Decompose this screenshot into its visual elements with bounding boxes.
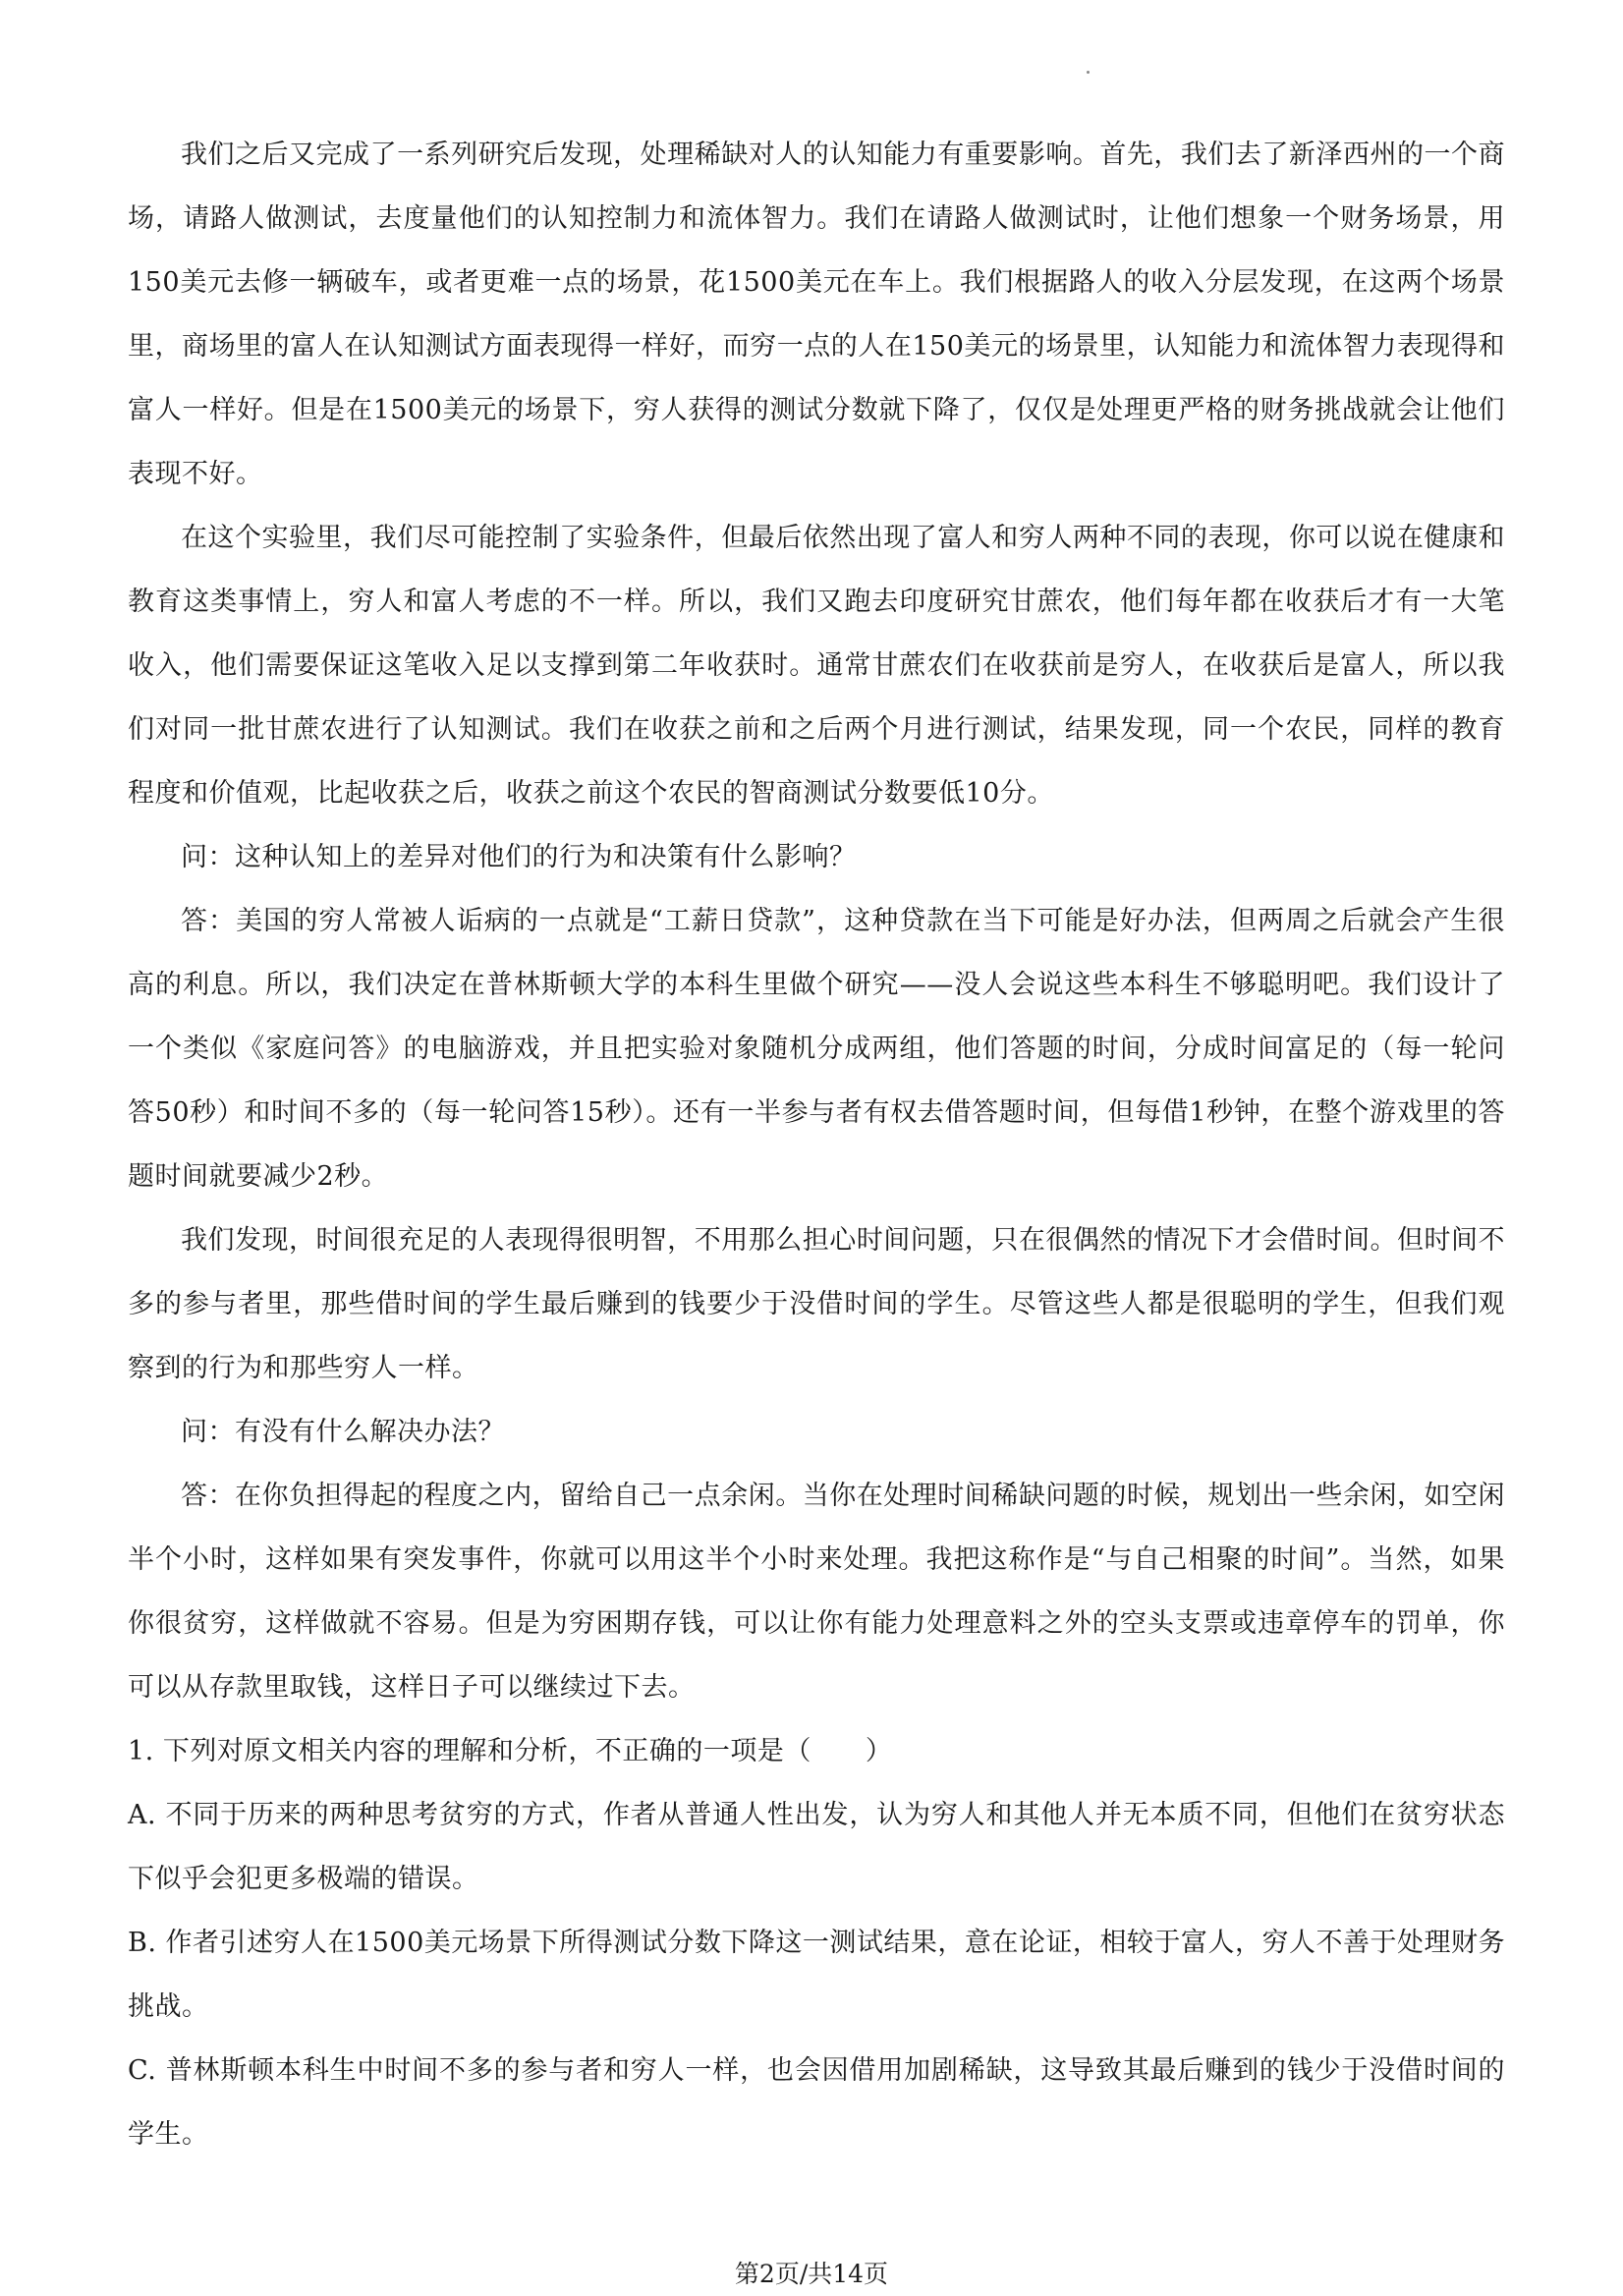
page-number: 第2页/共14页 [734, 2260, 889, 2288]
paragraph-2: 在这个实验里，我们尽可能控制了实验条件，但最后依然出现了富人和穷人两种不同的表现，你可以说在健康和教育这类事情上，穷人和富人考虑的不一样。所以，我们又跑去印度研究甘蔗农，他们每年都在收获后才有一大笔收入，他们需要保证这笔收入足以支撑到第二年收获时。通常甘蔗农们在收获前是穷人，在收获后是富人，所以我们对同一批甘蔗农进行了认知测试。我们在收获之前和之后两个月进行测试，结果发现，同一个农民，同样的教育程度和价值观，比起收获之后，收获之前这个农民的智商测试分数要低10分。 [128, 523, 1505, 809]
paragraph-1: 我们之后又完成了一系列研究后发现，处理稀缺对人的认知能力有重要影响。首先，我们去了新泽西州的一个商场，请路人做测试，去度量他们的认知控制力和流体智力。我们在请路人做测试时，让他们想象一个财务场景，用150美元去修一辆破车，或者更难一点的场景，花1500美元在车上。我们根据路人的收入分层发现，在这两个场景里，商场里的富人在认知测试方面表现得一样好，而穷一点的人在150美元的场景里，认知能力和流体智力表现得和富人一样好。但是在1500美元的场景下，穷人获得的测试分数就下降了，仅仅是处理更严格的财务挑战就会让他们表现不好。 [128, 140, 1505, 489]
answer-2: 答：在你负担得起的程度之内，留给自己一点余闲。当你在处理时间稀缺问题的时候，规划出一些余闲，如空闲半个小时，这样如果有突发事件，你就可以用这半个小时来处理。我把这称作是“与自己相聚的时间”。当然，如果你很贫穷，这样做就不容易。但是为穷困期存钱，可以让你有能力处理意料之外的空头支票或违章停车的罚单，你可以从存款里取钱，这样日子可以继续过下去。 [128, 1481, 1505, 1703]
document-body [128, 123, 1505, 2166]
paragraph-observation: 我们发现，时间很充足的人表现得很明智，不用那么担心时间问题，只在很偶然的情况下才会借时间。但时间不多的参与者里，那些借时间的学生最后赚到的钱要少于没借时间的学生。尽管这些人都是很聪明的学生，但我们观察到的行为和那些穷人一样。 [128, 1225, 1505, 1383]
option-c: C. 普林斯顿本科生中时间不多的参与者和穷人一样，也会因借用加剧稀缺，这导致其最后赚到的钱少于没借时间的学生。 [128, 2055, 1505, 2150]
answer-1: 答：美国的穷人常被人诟病的一点就是“工薪日贷款”，这种贷款在当下可能是好办法，但两周之后就会产生很高的利息。所以，我们决定在普林斯顿大学的本科生里做个研究——没人会说这些本科生不够聪明吧。我们设计了一个类似《家庭问答》的电脑游戏，并且把实验对象随机分成两组，他们答题的时间，分成时间富足的（每一轮问答50秒）和时间不多的（每一轮问答15秒）。还有一半参与者有权去借答题时间，但每借1秒钟，在整个游戏里的答题时间就要减少2秒。 [128, 906, 1505, 1192]
option-b: B. 作者引述穷人在1500美元场景下所得测试分数下降这一测试结果，意在论证，相较于富人，穷人不善于处理财务挑战。 [128, 1928, 1505, 2022]
question-1-prompt: 问：这种认知上的差异对他们的行为和决策有什么影响？ [181, 842, 857, 872]
scan-speck [1087, 71, 1090, 74]
option-a: A. 不同于历来的两种思考贫穷的方式，作者从普通人性出发，认为穷人和其他人并无本质不同，但他们在贫穷状态下似乎会犯更多极端的错误。 [128, 1800, 1505, 1894]
question-2-prompt: 问：有没有什么解决办法？ [181, 1417, 505, 1447]
exam-question-stem: 1. 下列对原文相关内容的理解和分析，不正确的一项是（ ） [128, 1736, 893, 1766]
